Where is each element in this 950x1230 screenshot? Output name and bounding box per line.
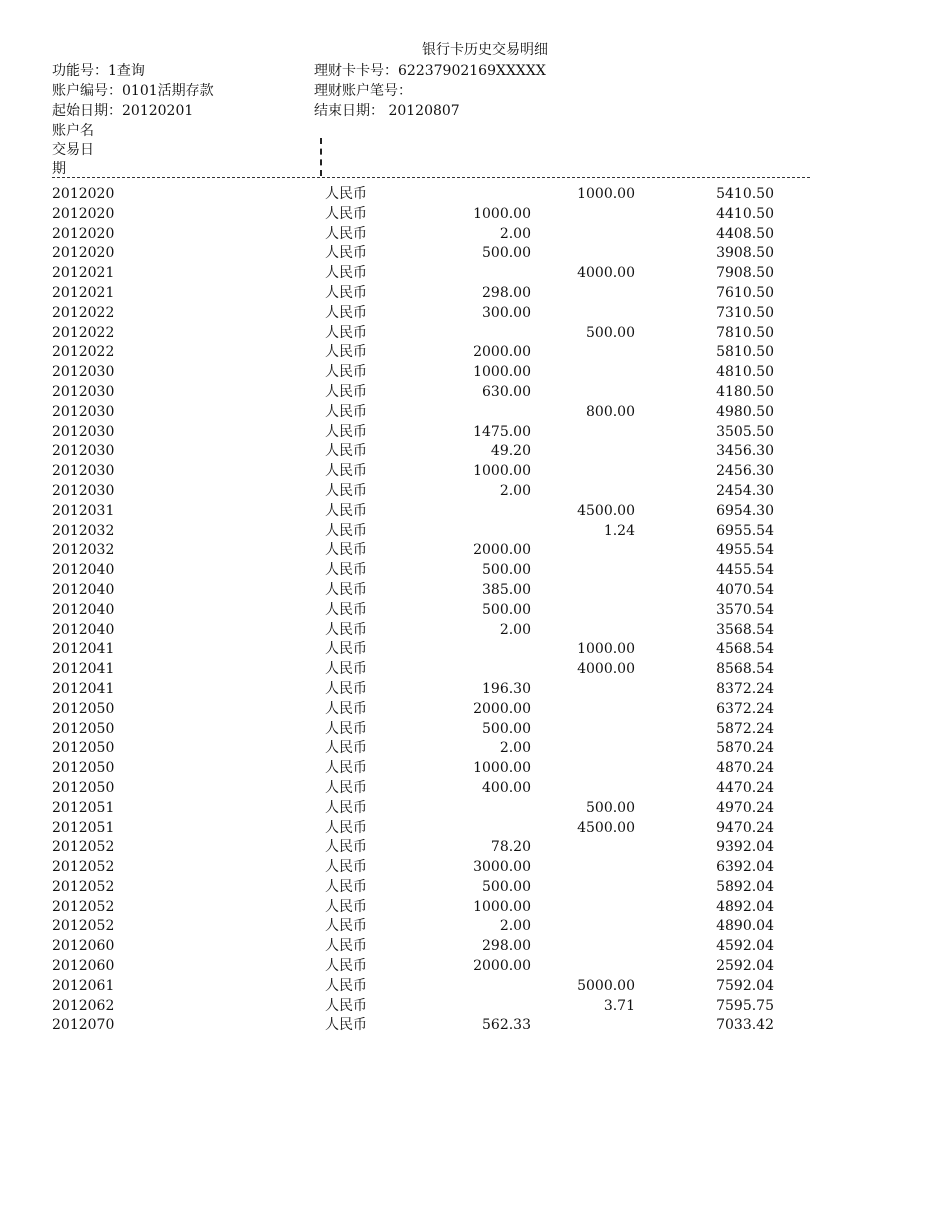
transaction-row: [0, 243, 950, 263]
txn-date: 2012052: [52, 859, 115, 876]
page-title: 银行卡历史交易明细: [422, 42, 548, 58]
txn-debit: 630.00: [482, 383, 531, 400]
transaction-row: [0, 738, 950, 758]
txn-date: 2012022: [52, 304, 115, 321]
txn-currency: 人民币: [325, 304, 367, 321]
account-name-label: 账户名: [52, 123, 94, 139]
txn-balance: 2592.04: [716, 958, 774, 975]
txn-balance: 4890.04: [716, 918, 774, 935]
transaction-row: [0, 303, 950, 323]
transaction-row: [0, 600, 950, 620]
txn-credit: 1000.00: [577, 186, 635, 202]
txn-debit: 196.30: [482, 680, 531, 697]
txn-balance: 9392.04: [716, 839, 774, 856]
txn-date: 2012020: [52, 186, 115, 202]
txn-balance: 4408.50: [716, 225, 774, 242]
txn-balance: 7592.04: [716, 977, 774, 994]
txn-date: 2012020: [52, 205, 115, 222]
transaction-row: [0, 778, 950, 798]
transaction-row: [0, 620, 950, 640]
txn-balance: 5410.50: [716, 186, 774, 202]
txn-currency: 人民币: [325, 700, 367, 717]
txn-currency: 人民币: [325, 383, 367, 400]
transaction-row: [0, 362, 950, 382]
txn-currency: 人民币: [325, 997, 367, 1014]
txn-date: 2012020: [52, 245, 115, 262]
txn-balance: 5892.04: [716, 878, 774, 895]
txn-date: 2012052: [52, 898, 115, 915]
txn-balance: 4470.24: [716, 779, 774, 796]
txn-date: 2012070: [52, 1017, 115, 1034]
txn-date: 2012021: [52, 284, 115, 301]
account-number: 账户编号：0101活期存款: [52, 83, 214, 99]
txn-date: 2012031: [52, 502, 115, 519]
txn-date: 2012030: [52, 364, 115, 381]
txn-balance: 6954.30: [716, 502, 774, 519]
transaction-row: [0, 699, 950, 719]
txn-currency: 人民币: [325, 859, 367, 876]
transaction-row: [0, 521, 950, 541]
txn-currency: 人民币: [325, 958, 367, 975]
txn-currency: 人民币: [325, 799, 367, 816]
txn-currency: 人民币: [325, 482, 367, 499]
txn-debit: 2.00: [499, 918, 531, 935]
txn-debit: 1475.00: [473, 423, 531, 440]
txn-credit: 3.71: [603, 997, 635, 1014]
txn-currency: 人民币: [325, 819, 367, 836]
txn-date: 2012022: [52, 344, 115, 361]
txn-balance: 4955.54: [716, 542, 774, 559]
transaction-row: [0, 204, 950, 224]
txn-currency: 人民币: [325, 225, 367, 242]
transaction-row: [0, 877, 950, 897]
txn-balance: 4980.50: [716, 403, 774, 420]
transaction-row: [0, 441, 950, 461]
txn-currency: 人民币: [325, 779, 367, 796]
txn-date-label-cont: 期: [52, 161, 66, 177]
txn-debit: 3000.00: [473, 859, 531, 876]
txn-debit: 1000.00: [473, 364, 531, 381]
txn-currency: 人民币: [325, 740, 367, 757]
txn-balance: 4568.54: [716, 641, 774, 658]
transaction-row: [0, 818, 950, 838]
transaction-row: [0, 639, 950, 659]
transaction-row: [0, 976, 950, 996]
txn-date: 2012040: [52, 601, 115, 618]
txn-date: 2012052: [52, 918, 115, 935]
txn-balance: 5870.24: [716, 740, 774, 757]
txn-currency: 人民币: [325, 502, 367, 519]
txn-date: 2012051: [52, 799, 115, 816]
txn-credit: 5000.00: [577, 977, 635, 994]
card-number: 理财卡卡号：62237902169XXXXX: [314, 63, 546, 79]
txn-date: 2012050: [52, 700, 115, 717]
column-divider: [320, 138, 322, 176]
txn-balance: 6392.04: [716, 859, 774, 876]
txn-currency: 人民币: [325, 364, 367, 381]
txn-debit: 2.00: [499, 482, 531, 499]
txn-balance: 4810.50: [716, 364, 774, 381]
transaction-row: [0, 461, 950, 481]
txn-currency: 人民币: [325, 205, 367, 222]
txn-date: 2012061: [52, 977, 115, 994]
header-divider: [52, 177, 810, 178]
txn-balance: 4592.04: [716, 938, 774, 955]
txn-date: 2012062: [52, 997, 115, 1014]
transaction-row: [0, 857, 950, 877]
txn-balance: 7033.42: [716, 1017, 774, 1034]
txn-balance: 3908.50: [716, 245, 774, 262]
txn-currency: 人民币: [325, 186, 367, 202]
txn-balance: 5810.50: [716, 344, 774, 361]
txn-debit: 1000.00: [473, 463, 531, 480]
transaction-row: [0, 263, 950, 283]
transaction-row: [0, 283, 950, 303]
txn-currency: 人民币: [325, 621, 367, 638]
txn-date: 2012020: [52, 225, 115, 242]
transaction-row: [0, 956, 950, 976]
txn-debit: 298.00: [482, 284, 531, 301]
transaction-row: [0, 560, 950, 580]
txn-currency: 人民币: [325, 284, 367, 301]
txn-balance: 3568.54: [716, 621, 774, 638]
txn-currency: 人民币: [325, 522, 367, 539]
txn-balance: 4970.24: [716, 799, 774, 816]
txn-debit: 2000.00: [473, 344, 531, 361]
transaction-row: [0, 798, 950, 818]
txn-balance: 7595.75: [716, 997, 774, 1014]
txn-date: 2012050: [52, 720, 115, 737]
txn-balance: 6955.54: [716, 522, 774, 539]
txn-balance: 7310.50: [716, 304, 774, 321]
txn-credit: 500.00: [586, 324, 635, 341]
txn-balance: 4455.54: [716, 562, 774, 579]
txn-currency: 人民币: [325, 760, 367, 777]
txn-credit: 800.00: [586, 403, 635, 420]
txn-credit: 1000.00: [577, 641, 635, 658]
txn-date: 2012032: [52, 522, 115, 539]
txn-currency: 人民币: [325, 403, 367, 420]
transaction-row: [0, 382, 950, 402]
transaction-row: [0, 422, 950, 442]
txn-balance: 3570.54: [716, 601, 774, 618]
end-date: 结束日期： 20120807: [314, 103, 460, 119]
txn-date: 2012021: [52, 265, 115, 282]
transaction-row: [0, 719, 950, 739]
txn-currency: 人民币: [325, 720, 367, 737]
txn-balance: 4180.50: [716, 383, 774, 400]
txn-credit: 1.24: [603, 522, 635, 539]
txn-debit: 1000.00: [473, 898, 531, 915]
transaction-row: [0, 837, 950, 857]
txn-date: 2012030: [52, 482, 115, 499]
txn-balance: 4410.50: [716, 205, 774, 222]
txn-balance: 4870.24: [716, 760, 774, 777]
transaction-row: [0, 501, 950, 521]
txn-date: 2012051: [52, 819, 115, 836]
transaction-row: [0, 580, 950, 600]
txn-debit: 562.33: [482, 1017, 531, 1034]
txn-date: 2012030: [52, 463, 115, 480]
txn-credit: 4000.00: [577, 265, 635, 282]
txn-currency: 人民币: [325, 562, 367, 579]
txn-debit: 500.00: [482, 601, 531, 618]
transaction-row: [0, 540, 950, 560]
txn-date: 2012030: [52, 443, 115, 460]
txn-debit: 385.00: [482, 581, 531, 598]
txn-debit: 2.00: [499, 225, 531, 242]
transaction-row: [0, 679, 950, 699]
txn-currency: 人民币: [325, 443, 367, 460]
txn-balance: 2454.30: [716, 482, 774, 499]
txn-currency: 人民币: [325, 1017, 367, 1034]
transaction-row: [0, 897, 950, 917]
txn-balance: 3505.50: [716, 423, 774, 440]
txn-currency: 人民币: [325, 245, 367, 262]
txn-currency: 人民币: [325, 542, 367, 559]
txn-debit: 1000.00: [473, 205, 531, 222]
txn-date: 2012041: [52, 680, 115, 697]
txn-balance: 6372.24: [716, 700, 774, 717]
txn-balance: 8372.24: [716, 680, 774, 697]
txn-balance: 7908.50: [716, 265, 774, 282]
txn-date: 2012040: [52, 562, 115, 579]
transaction-row: [0, 184, 950, 204]
txn-date-label: 交易日: [52, 142, 94, 158]
txn-debit: 2000.00: [473, 542, 531, 559]
txn-date: 2012060: [52, 958, 115, 975]
transaction-row: [0, 659, 950, 679]
txn-date: 2012052: [52, 878, 115, 895]
txn-currency: 人民币: [325, 918, 367, 935]
txn-balance: 4070.54: [716, 581, 774, 598]
txn-debit: 500.00: [482, 720, 531, 737]
txn-date: 2012050: [52, 779, 115, 796]
txn-debit: 49.20: [490, 443, 531, 460]
txn-date: 2012052: [52, 839, 115, 856]
txn-debit: 1000.00: [473, 760, 531, 777]
txn-debit: 2.00: [499, 740, 531, 757]
transaction-row: [0, 916, 950, 936]
txn-currency: 人民币: [325, 661, 367, 678]
txn-currency: 人民币: [325, 344, 367, 361]
txn-debit: 78.20: [490, 839, 531, 856]
txn-date: 2012022: [52, 324, 115, 341]
txn-credit: 500.00: [586, 799, 635, 816]
transaction-row: [0, 224, 950, 244]
txn-debit: 400.00: [482, 779, 531, 796]
txn-debit: 2000.00: [473, 958, 531, 975]
transaction-row: [0, 758, 950, 778]
txn-credit: 4000.00: [577, 661, 635, 678]
account-sequence: 理财账户笔号：: [314, 83, 412, 99]
txn-balance: 9470.24: [716, 819, 774, 836]
function-number: 功能号：1查询: [52, 63, 145, 79]
txn-currency: 人民币: [325, 324, 367, 341]
txn-debit: 2.00: [499, 621, 531, 638]
start-date: 起始日期：20120201: [52, 103, 194, 119]
txn-currency: 人民币: [325, 938, 367, 955]
transaction-row: [0, 481, 950, 501]
txn-debit: 2000.00: [473, 700, 531, 717]
txn-currency: 人民币: [325, 581, 367, 598]
txn-date: 2012030: [52, 423, 115, 440]
txn-balance: 2456.30: [716, 463, 774, 480]
txn-date: 2012030: [52, 383, 115, 400]
txn-currency: 人民币: [325, 423, 367, 440]
transaction-table: [0, 184, 950, 1035]
txn-balance: 3456.30: [716, 443, 774, 460]
txn-currency: 人民币: [325, 680, 367, 697]
txn-date: 2012041: [52, 641, 115, 658]
txn-currency: 人民币: [325, 265, 367, 282]
transaction-row: [0, 1015, 950, 1035]
txn-credit: 4500.00: [577, 502, 635, 519]
transaction-row: [0, 323, 950, 343]
txn-currency: 人民币: [325, 601, 367, 618]
txn-debit: 500.00: [482, 245, 531, 262]
txn-date: 2012041: [52, 661, 115, 678]
txn-date: 2012050: [52, 760, 115, 777]
txn-balance: 7610.50: [716, 284, 774, 301]
txn-balance: 4892.04: [716, 898, 774, 915]
txn-credit: 4500.00: [577, 819, 635, 836]
txn-date: 2012050: [52, 740, 115, 757]
txn-balance: 5872.24: [716, 720, 774, 737]
txn-currency: 人民币: [325, 878, 367, 895]
txn-date: 2012030: [52, 403, 115, 420]
transaction-row: [0, 402, 950, 422]
txn-balance: 7810.50: [716, 324, 774, 341]
txn-currency: 人民币: [325, 463, 367, 480]
txn-date: 2012032: [52, 542, 115, 559]
transaction-row: [0, 936, 950, 956]
txn-debit: 298.00: [482, 938, 531, 955]
txn-currency: 人民币: [325, 641, 367, 658]
txn-currency: 人民币: [325, 839, 367, 856]
txn-date: 2012040: [52, 621, 115, 638]
txn-currency: 人民币: [325, 898, 367, 915]
txn-debit: 300.00: [482, 304, 531, 321]
txn-debit: 500.00: [482, 562, 531, 579]
transaction-row: [0, 996, 950, 1016]
transaction-row: [0, 342, 950, 362]
txn-currency: 人民币: [325, 977, 367, 994]
txn-date: 2012040: [52, 581, 115, 598]
txn-debit: 500.00: [482, 878, 531, 895]
txn-date: 2012060: [52, 938, 115, 955]
txn-balance: 8568.54: [716, 661, 774, 678]
